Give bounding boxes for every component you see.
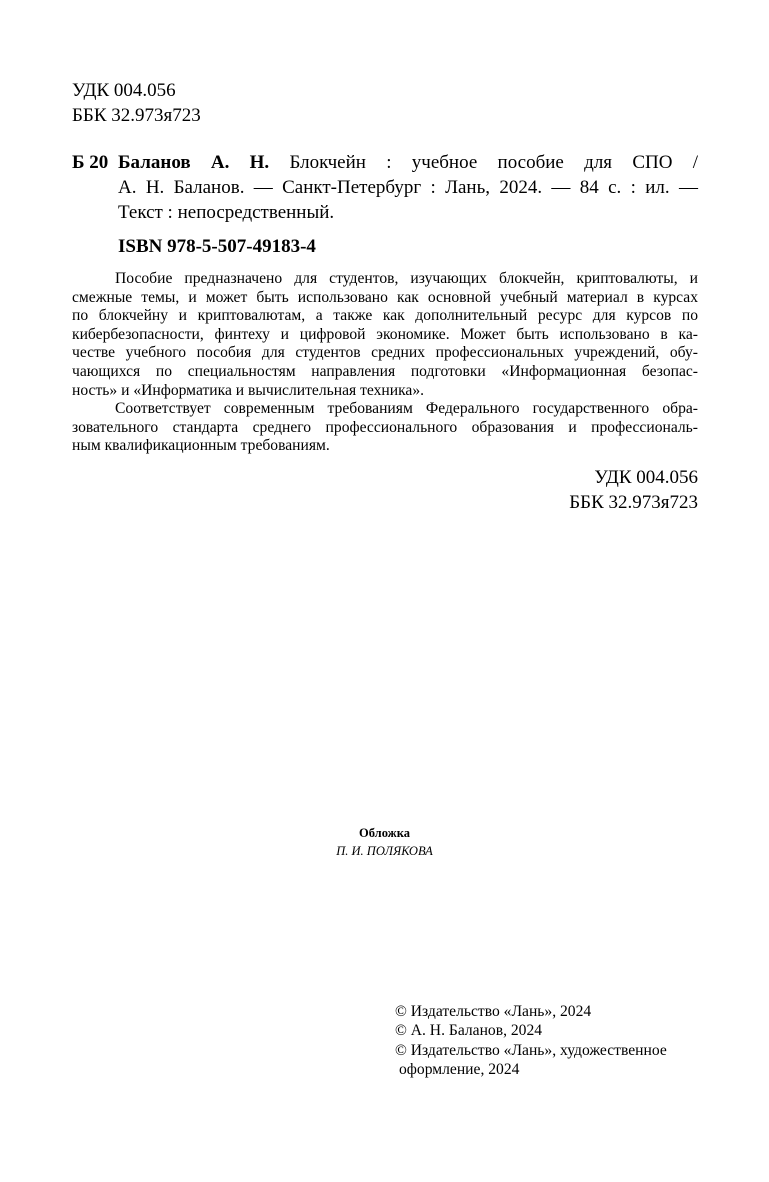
cover-label: Обложка xyxy=(359,826,410,840)
annotation-line: ность» и «Информатика и вычислительная техника». xyxy=(72,381,425,399)
udk-code: УДК 004.056 xyxy=(72,80,176,101)
author-heading: Баланов А. Н. xyxy=(118,152,270,173)
annotation-line: ным квалификационным требованиям. xyxy=(72,437,330,455)
copyright-line: © А. Н. Баланов, 2024 xyxy=(395,1022,543,1040)
copyright-block xyxy=(395,1002,667,1079)
bbk-code: ББК 32.973я723 xyxy=(72,105,201,126)
annotation-line: смежные темы, и может быть использовано как основной учебный материал в курсах xyxy=(72,288,698,306)
isbn: ISBN 978-5-507-49183-4 xyxy=(118,236,316,257)
cover-designer: П. И. ПОЛЯКОВА xyxy=(336,844,433,858)
copyright-line: © Издательство «Лань», художественное xyxy=(395,1041,667,1059)
annotation-line: зовательного стандарта среднего профессионального образования и профессиональ- xyxy=(72,418,698,436)
annotation-line: по блокчейну и криптовалютам, а также как дополнительный ресурс для курсов по xyxy=(72,307,698,325)
bibliographic-record xyxy=(118,150,698,225)
bbk-code: ББК 32.973я723 xyxy=(569,492,698,513)
copyright-line: © Издательство «Лань», 2024 xyxy=(395,1003,592,1020)
annotation-line: честве учебного пособия для студентов средних профессиональных учреждений, обу- xyxy=(72,344,698,362)
copyright-line: оформление, 2024 xyxy=(399,1060,520,1078)
annotation-line: кибербезопасности, финтеху и цифровой экономике. Может быть использовано в ка- xyxy=(72,325,698,343)
annotation xyxy=(72,270,698,456)
title-statement: Блокчейн : учебное пособие для СПО / xyxy=(269,152,698,173)
classification-block-right xyxy=(420,465,698,515)
annotation-line: Соответствует современным требованиям Федерального государственного обра- xyxy=(115,400,698,418)
biblio-line-2: А. Н. Баланов. — Санкт-Петербург : Лань, 2024. — 84 с. : ил. — xyxy=(118,177,698,198)
udk-code: УДК 004.056 xyxy=(594,467,698,488)
annotation-line: чающихся по специальностям направления подготовки «Информационная безопас- xyxy=(72,362,698,380)
annotation-line: Пособие предназначено для студентов, изучающих блокчейн, криптовалюты, и xyxy=(115,270,698,287)
biblio-line-3: Текст : непосредственный. xyxy=(118,202,335,223)
classification-block xyxy=(72,78,201,128)
biblio-line-1 xyxy=(118,150,698,175)
author-sign: Б 20 xyxy=(72,152,109,173)
